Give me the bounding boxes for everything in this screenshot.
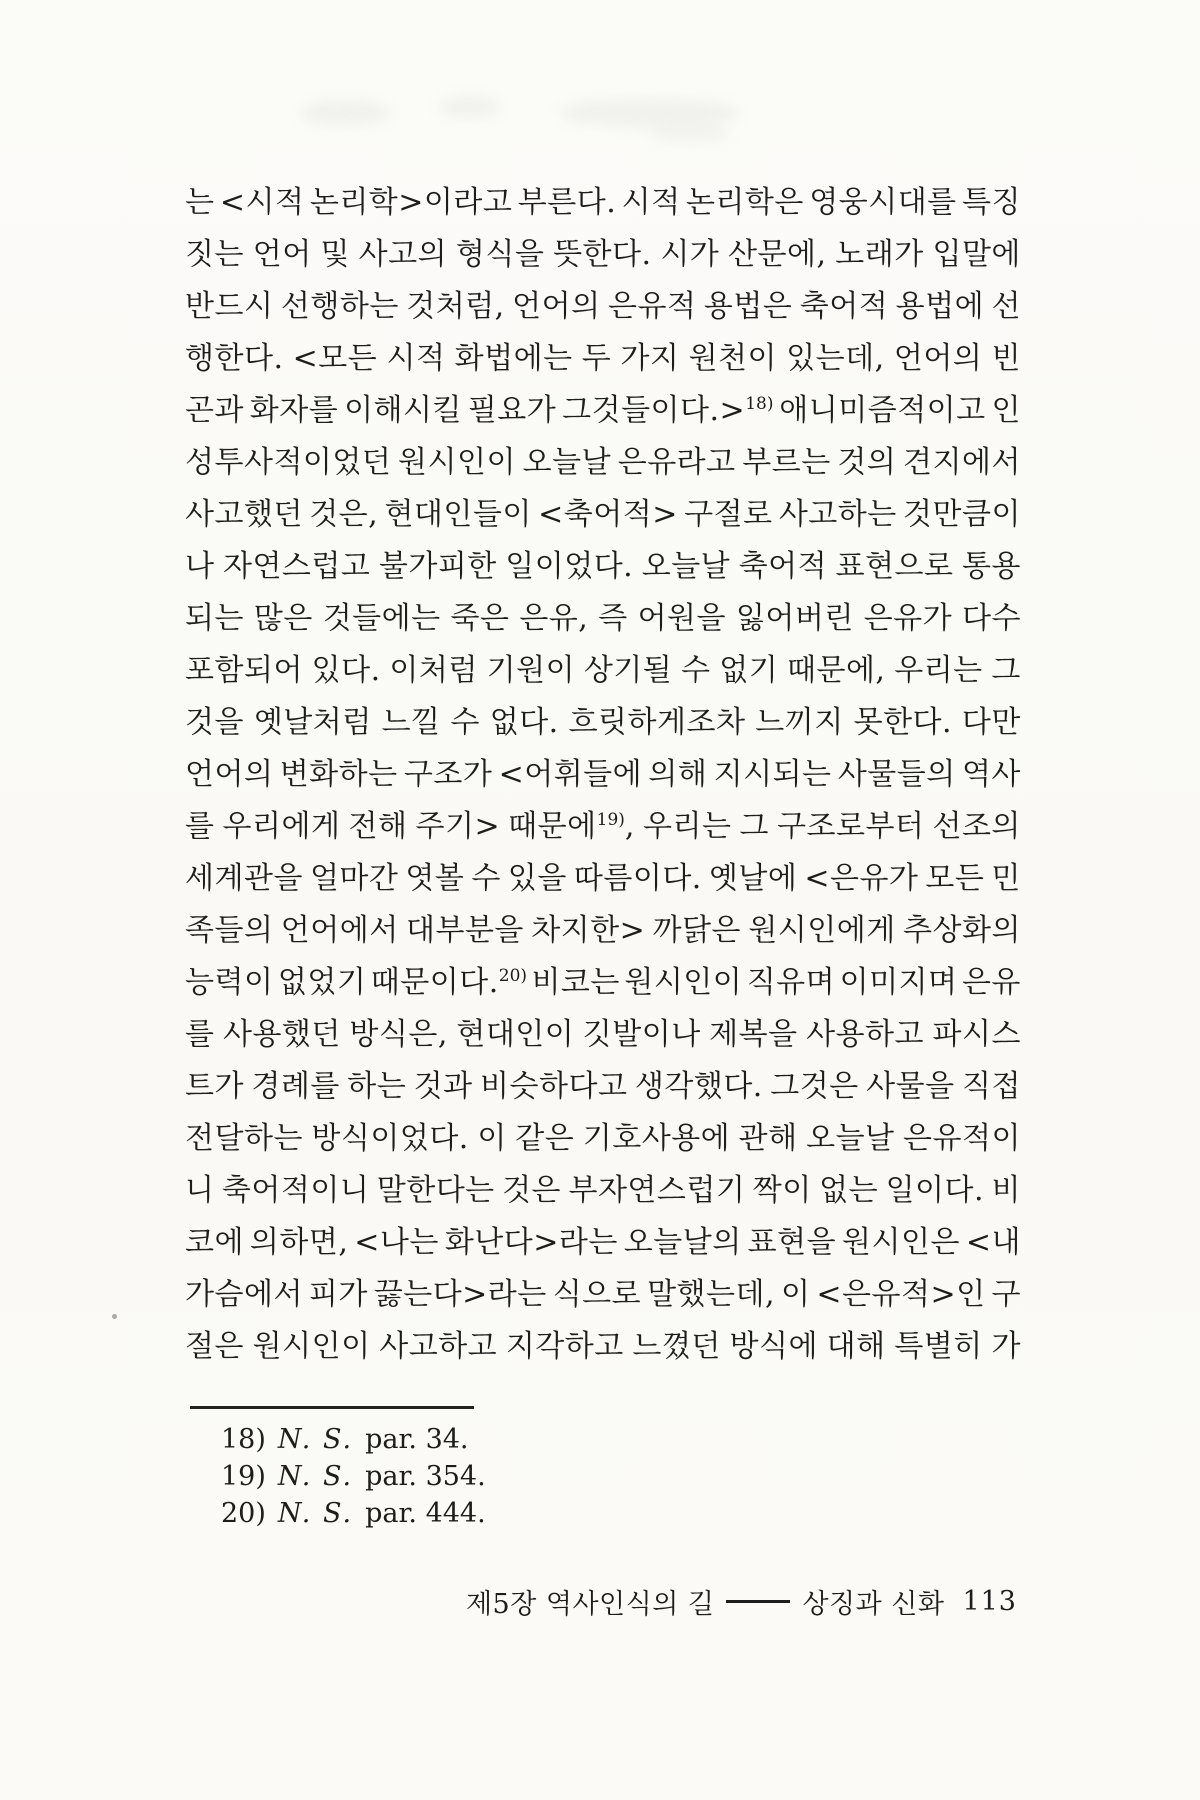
footnote-marker: 20): [498, 966, 528, 986]
text-line: 사고했던 것은, 현대인들이 <축어적> 구절로 사고하는 것만큼이: [185, 497, 1021, 532]
text-line: 전달하는 방식이었다. 이 같은 기호사용에 관해 오늘날 은유적이: [185, 1121, 1021, 1156]
text-line: 니 축어적이니 말한다는 것은 부자연스럽기 짝이 없는 일이다. 비: [185, 1173, 1021, 1208]
text-line: 성투사적이었던 원시인이 오늘날 은유라고 부르는 것의 견지에서: [185, 445, 1021, 480]
text-line: 를 사용했던 방식은, 현대인이 깃발이나 제복을 사용하고 파시스: [185, 1017, 1021, 1052]
footnote-source: N. S.: [277, 1424, 354, 1455]
footnote-marker: 18): [745, 394, 774, 414]
footnote-marker: 19): [596, 810, 625, 830]
text-line: 를 우리에게 전해 주기> 때문에$^{19)}$, 우리는 그 구조로부터 선조의: [185, 809, 1021, 844]
scan-artifact: [300, 100, 390, 126]
text-line: 트가 경례를 하는 것과 비슷하다고 생각했다. 그것은 사물을 직접: [185, 1069, 1021, 1104]
footnote-number: 20): [221, 1498, 266, 1529]
footnote-number: 18): [221, 1424, 266, 1455]
scan-speck: [112, 1314, 117, 1319]
footer-page-number: 113: [962, 1586, 1017, 1617]
scan-artifact: [650, 120, 730, 144]
footnote-number: 19): [221, 1461, 266, 1492]
footnote-reference: par. 354.: [365, 1461, 486, 1492]
text-line: 되는 많은 것들에는 죽은 은유, 즉 어원을 잃어버린 은유가 다수: [185, 601, 1021, 636]
text-line: 짓는 언어 및 사고의 형식을 뜻한다. 시가 산문에, 노래가 입말에: [185, 237, 1021, 272]
text-line: 세계관을 얼마간 엿볼 수 있을 따름이다. 옛날에 <은유가 모든 민: [185, 861, 1021, 896]
footnote-reference: par. 34.: [365, 1424, 469, 1455]
footnote-20: [221, 1495, 486, 1532]
footnote-19: [221, 1458, 486, 1495]
text-line: 절은 원시인이 사고하고 지각하고 느꼈던 방식에 대해 특별히 가: [185, 1329, 1021, 1364]
text-line: 나 자연스럽고 불가피한 일이었다. 오늘날 축어적 표현으로 통용: [185, 549, 1021, 584]
footnote-source: N. S.: [277, 1498, 354, 1529]
footnote-reference: par. 444.: [365, 1498, 486, 1529]
text-line: 반드시 선행하는 것처럼, 언어의 은유적 용법은 축어적 용법에 선: [185, 289, 1021, 324]
scan-artifact: [440, 96, 500, 118]
text-line: 행한다. <모든 시적 화법에는 두 가지 원천이 있는데, 언어의 빈: [185, 341, 1021, 376]
text-line: 가슴에서 피가 끓는다>라는 식으로 말했는데, 이 <은유적>인 구: [185, 1277, 1021, 1312]
footer-dash: [726, 1600, 790, 1603]
text-line: 언어의 변화하는 구조가 <어휘들에 의해 지시되는 사물들의 역사: [185, 757, 1021, 792]
footnote-source: N. S.: [277, 1461, 354, 1492]
text-line: 것을 옛날처럼 느낄 수 없다. 흐릿하게조차 느끼지 못한다. 다만: [185, 705, 1021, 740]
text-line: 포함되어 있다. 이처럼 기원이 상기될 수 없기 때문에, 우리는 그: [185, 653, 1021, 688]
body-text: [185, 177, 1021, 1373]
text-line: 능력이 없었기 때문이다.$^{20)}$ 비코는 원시인이 직유며 이미지며 은유: [185, 965, 1021, 1000]
text-line: 곤과 화자를 이해시킬 필요가 그것들이다.>$^{18)}$ 애니미즘적이고 인: [185, 393, 1021, 428]
text-line: 코에 의하면, <나는 화난다>라는 오늘날의 표현을 원시인은 <내: [185, 1225, 1021, 1260]
footer-chapter-title: 제5장 역사인식의 길: [465, 1589, 715, 1620]
footnote-rule: [190, 1406, 474, 1409]
footnote-18: [221, 1421, 486, 1458]
page-footer: [466, 1582, 1017, 1621]
footer-section-title: 상징과 신화: [802, 1589, 945, 1620]
footnotes: [221, 1421, 486, 1532]
text-line: 는 <시적 논리학>이라고 부른다. 시적 논리학은 영웅시대를 특징: [185, 185, 1021, 220]
text-line: 족들의 언어에서 대부분을 차지한> 까닭은 원시인에게 추상화의: [185, 913, 1021, 948]
